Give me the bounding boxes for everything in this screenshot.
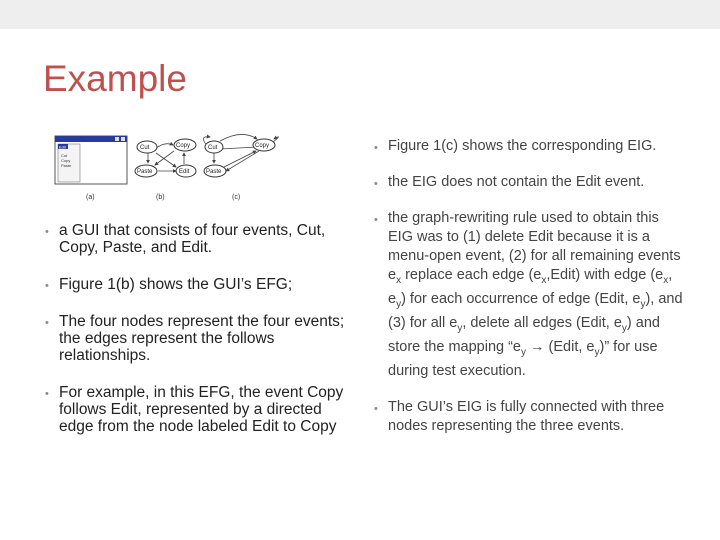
eig-node-label: Copy bbox=[255, 143, 270, 149]
bullet-item bbox=[374, 398, 684, 436]
efg-node-label: Cut bbox=[140, 145, 150, 151]
bullet-item bbox=[374, 137, 684, 156]
bullet-text: the EIG does not contain the Edit event. bbox=[388, 174, 645, 190]
top-band bbox=[0, 0, 720, 29]
eig-node-label: Paste bbox=[206, 169, 222, 175]
bullet-item bbox=[45, 384, 357, 435]
efg-node-label: Edit bbox=[179, 169, 190, 175]
gui-window-diagram bbox=[55, 136, 127, 184]
slide-title: Example bbox=[43, 58, 187, 99]
bullet-marker: • bbox=[45, 280, 49, 292]
bullet-marker: • bbox=[45, 317, 49, 329]
bullet-text: Figure 1(b) shows the GUI’s EFG; bbox=[59, 276, 293, 293]
figure-caption-a: (a) bbox=[86, 194, 95, 201]
bullet-item bbox=[374, 173, 684, 192]
efg-node-label: Copy bbox=[176, 143, 191, 149]
gui-menu-item: Cut bbox=[61, 153, 68, 158]
bullet-text: For example, in this EFG, the event Copy follows Edit, represented by a directed edge from the node labeled Edit to Copy bbox=[59, 384, 344, 435]
figure-caption-b: (b) bbox=[156, 194, 165, 201]
eig-node-label: Cut bbox=[208, 145, 218, 151]
efg-node-label: Paste bbox=[137, 169, 153, 175]
efg-diagram bbox=[135, 139, 196, 177]
bullet-text: a GUI that consists of four events, Cut, Copy, Paste, and Edit. bbox=[59, 222, 326, 256]
bullet-item bbox=[45, 222, 357, 256]
bullet-item bbox=[45, 276, 357, 293]
right-bullet-list bbox=[374, 137, 684, 453]
bullet-marker: • bbox=[374, 402, 378, 415]
figure-1 bbox=[52, 127, 284, 203]
bullet-marker: • bbox=[45, 226, 49, 238]
bullet-marker: • bbox=[374, 214, 378, 226]
gui-menu-item: Copy bbox=[61, 158, 71, 163]
left-bullet-list bbox=[45, 222, 357, 455]
bullet-marker: • bbox=[374, 178, 378, 190]
bullet-text: Figure 1(c) shows the corresponding EIG. bbox=[388, 138, 657, 154]
bullet-text: the graph-rewriting rule used to obtain this EIG was to (1) delete Edit because it is a menu-open event, (2) for all remaining events $e_x$ replace each edge $(e_x,Edit)$ with edge ($e_x$, $e_y$) for each occurrence of edge (Edit, $e_y$), and (3) for all $e_y$, delete all edges (Edit, $e_y$) and store the mapping “$e_y$ → (Edit, $e_y$)” for use during test execution. bbox=[388, 210, 683, 379]
figure-caption-c: (c) bbox=[232, 194, 241, 201]
bullet-item-graph-rewriting bbox=[374, 209, 684, 381]
bullet-marker: • bbox=[45, 388, 49, 400]
bullet-text: The GUI’s EIG is fully connected with three nodes representing the three events. bbox=[388, 398, 665, 434]
eig-diagram bbox=[203, 134, 278, 177]
bullet-marker: • bbox=[374, 142, 378, 154]
bullet-item bbox=[45, 313, 357, 364]
gui-menu-title: Edit bbox=[59, 144, 66, 150]
bullet-text: The four nodes represent the four events; the edges represent the follows relationships. bbox=[59, 313, 345, 364]
gui-menu-item: Paste bbox=[61, 163, 72, 168]
